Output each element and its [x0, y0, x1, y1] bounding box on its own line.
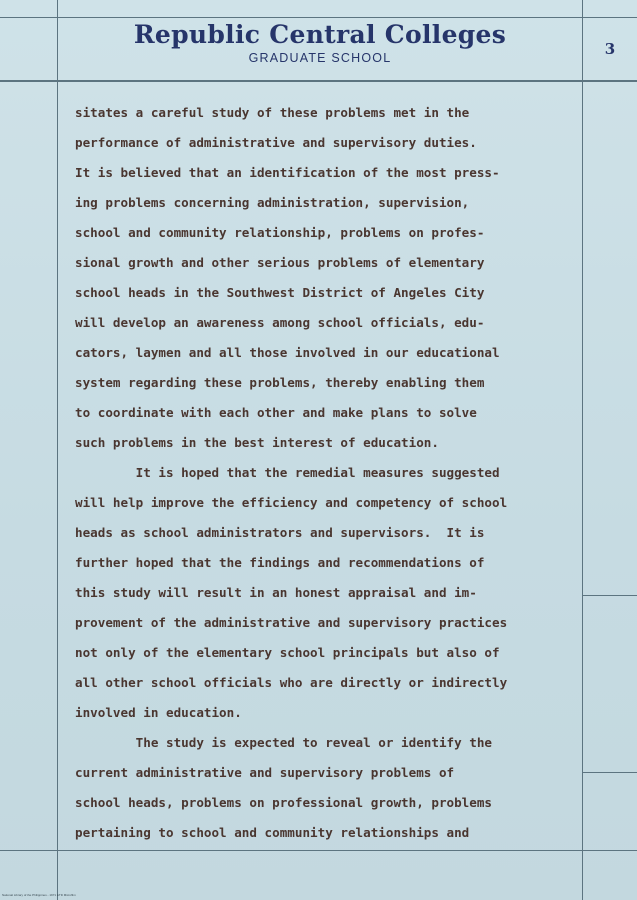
text-line: heads as school administrators and supervisors. It is — [75, 525, 485, 540]
text-line: school heads in the Southwest District of Angeles City — [75, 285, 485, 300]
text-line: system regarding these problems, thereby enabling them — [75, 375, 485, 390]
text-line: current administrative and supervisory problems of — [75, 765, 455, 780]
text-line: such problems in the best interest of education. — [75, 435, 439, 450]
frame-header-rule — [0, 80, 637, 82]
text-line: sional growth and other serious problems of elementary — [75, 255, 485, 270]
text-line: provement of the administrative and supervisory practices — [75, 615, 508, 630]
page-number: 3 — [604, 40, 616, 58]
text-line: will help improve the efficiency and competency of school — [75, 495, 508, 510]
text-line: pertaining to school and community relationships and — [75, 825, 470, 840]
text-line: performance of administrative and supervisory duties. — [75, 135, 477, 150]
frame-top-tick — [582, 0, 583, 17]
text-line: not only of the elementary school principals but also of — [75, 645, 500, 660]
text-line: further hoped that the findings and recommendations of — [75, 555, 485, 570]
frame-top-rule — [0, 17, 637, 18]
text-line: It is hoped that the remedial measures suggested — [75, 465, 500, 480]
frame-left-rule — [57, 0, 58, 900]
frame-bottom-rule — [0, 850, 637, 851]
microfilm-footer-note: National Library of the Philippines - 1971 ETD Microfilm — [2, 893, 76, 897]
text-line: school heads, problems on professional growth, problems — [75, 795, 493, 810]
institution-subtitle: GRADUATE SCHOOL — [248, 51, 392, 65]
text-line: The study is expected to reveal or identify the — [75, 735, 493, 750]
text-line: all other school officials who are directly or indirectly — [75, 675, 508, 690]
text-line: sitates a careful study of these problems met in the — [75, 105, 470, 120]
text-line: will develop an awareness among school officials, edu- — [75, 315, 485, 330]
text-line: school and community relationship, problems on profes- — [75, 225, 485, 240]
text-line: involved in education. — [75, 705, 242, 720]
text-line: to coordinate with each other and make plans to solve — [75, 405, 477, 420]
frame-right-mark-2 — [582, 772, 637, 773]
institution-title: Republic Central Colleges — [133, 20, 507, 49]
body-text — [75, 98, 585, 848]
frame-right-mark-1 — [582, 595, 637, 596]
letterhead — [60, 20, 580, 65]
text-line: this study will result in an honest appraisal and im- — [75, 585, 477, 600]
text-line: cators, laymen and all those involved in our educational — [75, 345, 500, 360]
text-line: It is believed that an identification of the most press- — [75, 165, 500, 180]
text-line: ing problems concerning administration, supervision, — [75, 195, 470, 210]
